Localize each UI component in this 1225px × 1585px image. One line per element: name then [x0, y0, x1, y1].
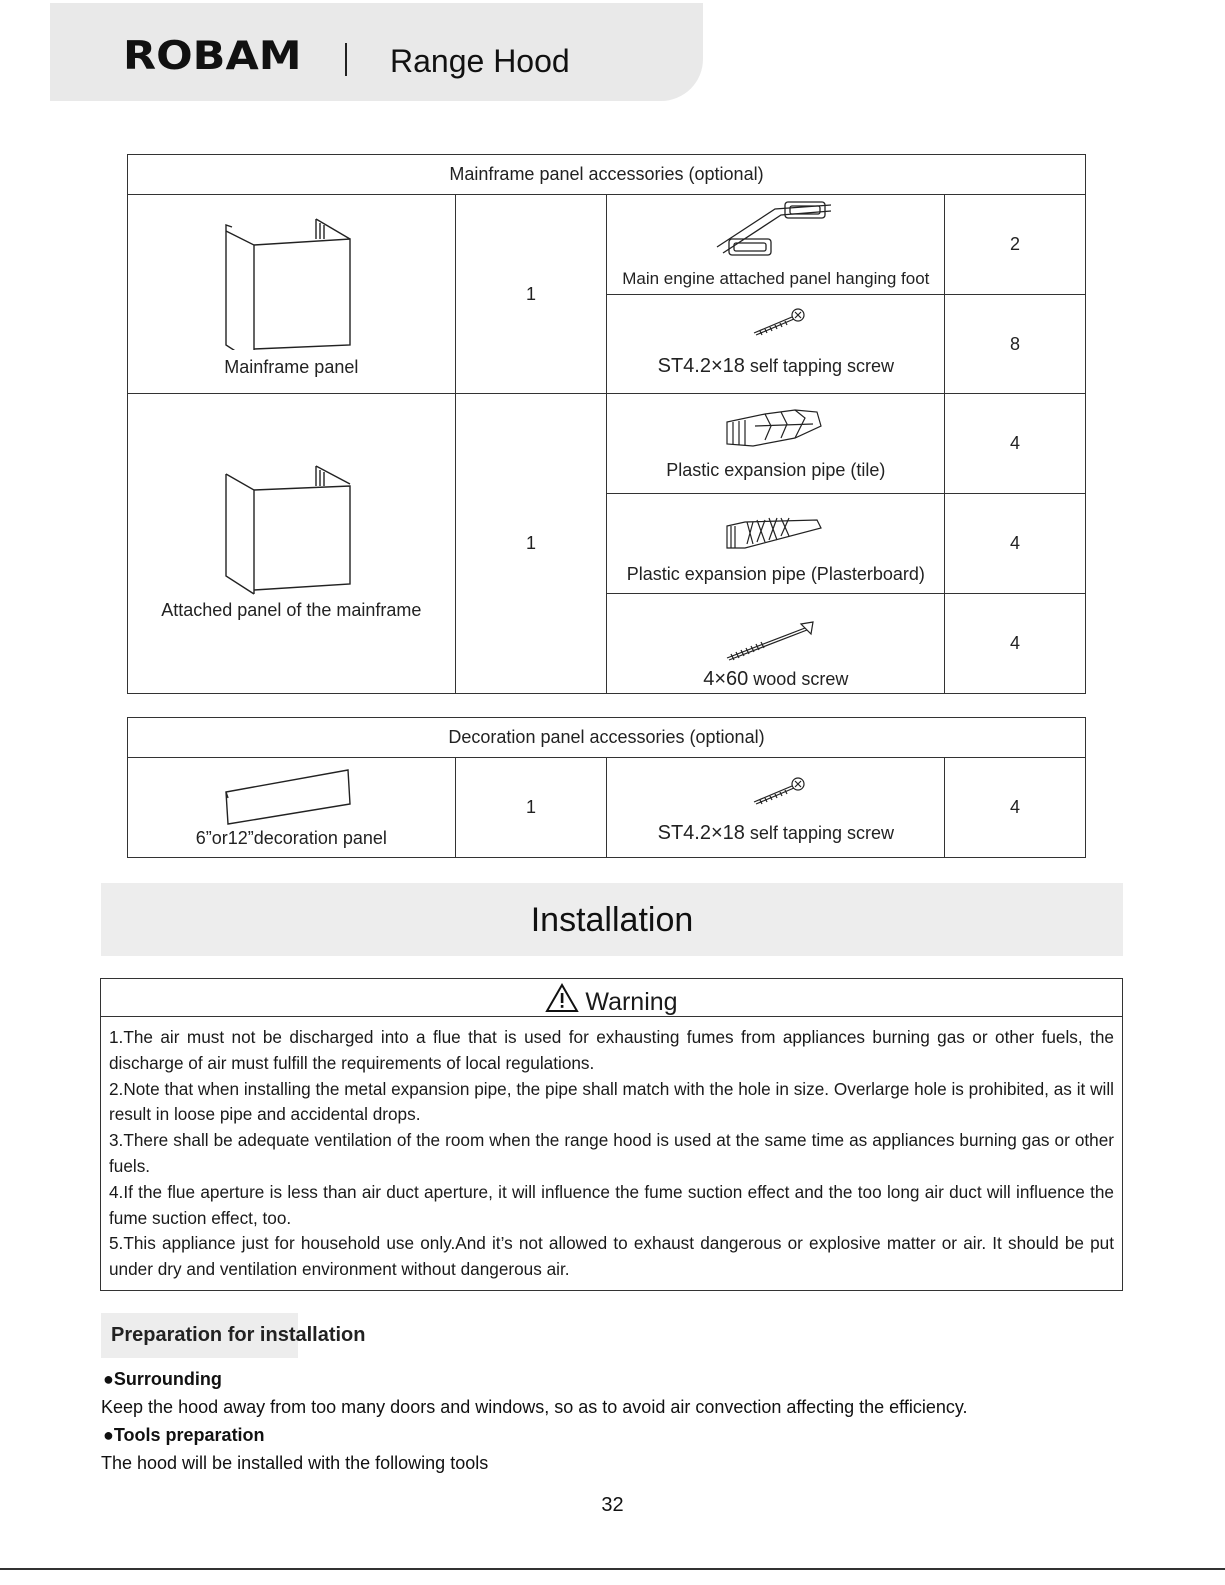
item-cell-decoration-panel	[128, 758, 456, 858]
expansion-pipe-tile-icon	[725, 404, 825, 450]
part-cell	[607, 594, 945, 694]
self-tapping-screw-icon	[752, 776, 808, 806]
warning-header	[101, 979, 1122, 1017]
warning-item: 3.There shall be adequate ventilation of the room when the range hood is used at the same time as appliances burning gas or other fuels.	[109, 1130, 1114, 1176]
part-cell	[607, 295, 945, 394]
item-cell-attached-panel	[128, 394, 456, 694]
part-cell	[607, 394, 945, 494]
attached-panel-illustration	[224, 464, 354, 599]
warning-item: 2.Note that when installing the metal expansion pipe, the pipe shall match with the hole in size. Overlarge hole is prohibited, as it will result in loose pipe and accidental drops.	[109, 1078, 1114, 1125]
item-label: Mainframe panel	[224, 357, 359, 377]
item-quantity: 1	[455, 195, 607, 394]
item-quantity: 1	[455, 758, 607, 858]
part-quantity: 4	[945, 494, 1086, 594]
header-divider	[345, 43, 347, 76]
installation-banner	[101, 883, 1123, 956]
surrounding-heading: ●Surrounding	[103, 1369, 222, 1389]
table-title: Mainframe panel accessories (optional)	[128, 155, 1086, 195]
part-quantity: 2	[945, 195, 1086, 295]
brand-logo: ROBAM	[123, 33, 302, 79]
part-cell	[607, 195, 945, 295]
surrounding-text: Keep the hood away from too many doors and windows, so as to avoid air convection affecting the efficiency.	[101, 1397, 968, 1417]
warning-box	[100, 978, 1123, 1291]
preparation-banner	[101, 1313, 366, 1358]
warning-triangle-icon	[545, 983, 579, 1013]
item-cell-mainframe-panel	[128, 195, 456, 394]
warning-item: 5.This appliance just for household use only.And it’s not allowed to exhaust dangerous or explosive matter or air. It should be put under dry and ventilation environment without dangerous air.	[109, 1233, 1114, 1280]
part-label: ST4.2×18 self tapping screw	[657, 355, 894, 377]
section-title: Installation	[530, 901, 694, 939]
mainframe-accessories-table	[127, 154, 1086, 694]
decoration-panel-illustration	[224, 764, 354, 826]
part-quantity: 8	[945, 295, 1086, 394]
warning-item: 1.The air must not be discharged into a flue that is used for exhausting fumes from appliances burning gas or other fuels, the discharge of air must fulfill the requirements of local regulations.	[109, 1027, 1114, 1073]
header-band	[50, 3, 703, 101]
hanging-foot-illustration	[715, 199, 835, 261]
self-tapping-screw-icon	[752, 307, 808, 337]
part-label: ST4.2×18 self tapping screw	[657, 822, 894, 844]
warning-item: 4.If the flue aperture is less than air duct aperture, it will influence the fume suction effect and the too long air duct will influence the fume suction effect, too.	[109, 1181, 1114, 1228]
part-label: Main engine attached panel hanging foot	[622, 269, 930, 288]
table-title: Decoration panel accessories (optional)	[128, 718, 1086, 758]
part-quantity: 4	[945, 394, 1086, 494]
decoration-accessories-table	[127, 717, 1086, 858]
wood-screw-icon	[725, 620, 817, 662]
part-quantity: 4	[945, 758, 1086, 858]
header-subtitle: Range Hood	[390, 43, 570, 79]
warning-title: Warning	[585, 988, 678, 1016]
part-quantity: 4	[945, 594, 1086, 694]
bottom-divider	[0, 1568, 1225, 1570]
page-number: 32	[601, 1494, 624, 1516]
expansion-pipe-plasterboard-icon	[725, 514, 825, 554]
mainframe-panel-illustration	[224, 215, 354, 350]
warning-list	[101, 1017, 1122, 1283]
part-cell	[607, 494, 945, 594]
part-label: 4×60 wood screw	[703, 668, 849, 690]
item-label: 6”or12”decoration panel	[195, 828, 387, 848]
item-quantity: 1	[455, 394, 607, 694]
item-label: Attached panel of the mainframe	[161, 600, 422, 620]
tools-text: The hood will be installed with the following tools	[101, 1453, 489, 1473]
part-label: Plastic expansion pipe (tile)	[666, 460, 886, 480]
part-cell	[607, 758, 945, 858]
part-label: Plastic expansion pipe (Plasterboard)	[626, 564, 925, 584]
subsection-title: Preparation for installation	[111, 1324, 366, 1346]
tools-heading: ●Tools preparation	[103, 1425, 265, 1445]
